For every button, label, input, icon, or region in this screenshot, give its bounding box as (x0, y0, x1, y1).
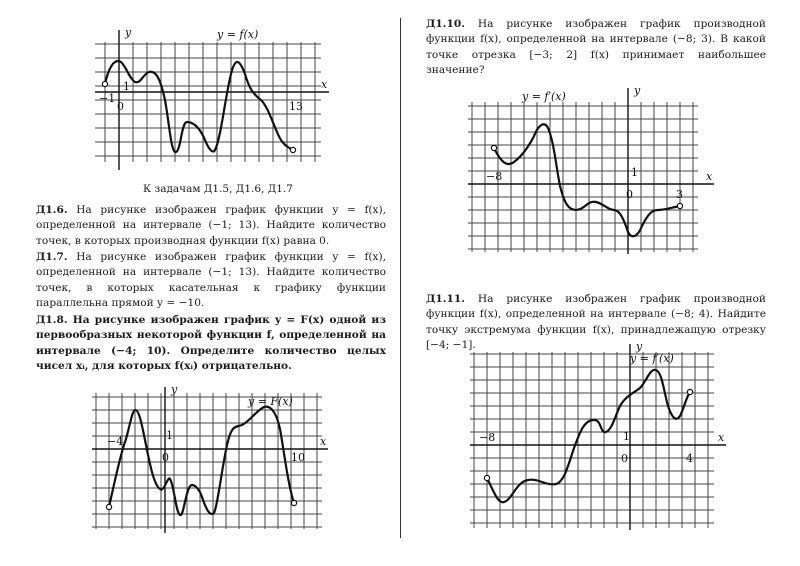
graph-derivative-2-start-point (484, 475, 489, 480)
task-d1-6-number: Д1.6. (36, 204, 68, 216)
graph-F-start-point (106, 504, 111, 509)
graph-derivative-2-tick-one: 1 (623, 430, 630, 443)
graph-derivative-2-x-label: x (718, 431, 725, 444)
task-d1-6-text: На рисунке изображен график функции y = f(x), определенной на интервале (−1; 13). Найдите количество точек, в которых производная функции f(x) равна 0. (36, 204, 386, 247)
graph-derivative-1 (468, 86, 718, 256)
graph-F-y-label: y (171, 385, 178, 396)
task-d1-8-number: Д1.8. (36, 314, 68, 326)
graph-f-svg (95, 22, 335, 172)
task-d1-11-text: На рисунке изображен график производной функции f(x), определенной на интервале (−8; 4). Найдите точку экстремума функции f(x), принадлежащую отрезку [−4; −1]. (426, 293, 766, 352)
graph-F-x-label: x (320, 435, 327, 448)
graph-derivative-2-end-point (687, 389, 692, 394)
graph-derivative-1-tick-one: 1 (631, 166, 638, 179)
task-d1-8-text: На рисунке изображен график y = F(x) одной из первообразных некоторой функции f, определенной на интервале (−4; 10). Определите количество целых чисел xᵢ, для которых f(xᵢ) отрицательно. (36, 314, 386, 373)
graph-derivative-1-y-label: y (634, 86, 641, 97)
graph-f-y-label: y (125, 26, 132, 39)
graph-F-function-label: y = F(x) (248, 395, 293, 408)
graph-derivative-2-svg (470, 342, 730, 532)
task-d1-7-number: Д1.7. (36, 251, 68, 263)
graph-f-tick-neg: −1 (99, 92, 116, 105)
graph-derivative-1-svg (468, 86, 718, 256)
task-d1-10-text: На рисунке изображен график производной функции f(x), определенной на интервале (−8; 3). В какой точке отрезка [−3; 2] f(x) принимает наибольшее значение? (426, 18, 766, 77)
graph-derivative-1-curve (494, 124, 680, 236)
task-d1-8 (36, 313, 386, 375)
graph-F-tick-one: 1 (166, 429, 173, 442)
task-d1-7-text: На рисунке изображен график функции y = f(x), определенной на интервале (−1; 13). Найдите количество точек, в которых касательная к графику функции параллельна прямой y = −10. (36, 251, 386, 310)
graph-F-tick-end: 10 (291, 451, 305, 464)
graph-derivative-2-function-label: y = f′(x) (630, 352, 674, 365)
graph-derivative-2-tick-neg: −8 (479, 431, 496, 444)
graph-F (92, 385, 332, 535)
graph-f-grid (95, 42, 321, 162)
graph-derivative-1-tick-zero: 0 (626, 188, 633, 201)
graph-derivative-1-tick-end: 3 (676, 188, 683, 201)
column-divider (400, 18, 401, 538)
task-d1-7 (36, 250, 386, 312)
graph-f-end-point (290, 147, 295, 152)
graph-derivative-1-x-label: x (706, 170, 713, 183)
graph-F-svg (92, 385, 332, 535)
graph-f (95, 22, 335, 172)
graph-derivative-2-curve (487, 370, 690, 502)
graph-f-tick-one: 1 (123, 80, 130, 93)
task-d1-10 (426, 17, 766, 79)
graph-derivative-1-tick-neg: −8 (486, 170, 503, 183)
graph-derivative-1-start-point (491, 145, 496, 150)
graph-f-tick-zero: 0 (117, 100, 124, 113)
graph-derivative-2-y-label: y (636, 342, 643, 353)
figure-caption: К задачам Д1.5, Д1.6, Д1.7 (143, 183, 293, 195)
graph-f-function-label: y = f(x) (217, 28, 259, 41)
task-d1-6 (36, 203, 386, 249)
graph-derivative-1-grid (468, 102, 698, 252)
graph-F-tick-zero: 0 (162, 451, 169, 464)
graph-derivative-2-tick-end: 4 (686, 452, 693, 465)
graph-f-x-label: x (321, 78, 328, 91)
graph-F-tick-neg: −4 (107, 435, 124, 448)
task-d1-11-number: Д1.11. (426, 293, 465, 305)
task-d1-10-number: Д1.10. (426, 18, 465, 30)
graph-f-start-point (102, 81, 107, 86)
graph-f-tick-end: 13 (289, 100, 303, 113)
graph-derivative-1-end-point (677, 203, 682, 208)
graph-derivative-2-tick-zero: 0 (621, 452, 628, 465)
graph-derivative-2 (470, 342, 730, 532)
graph-derivative-1-function-label: y = f′(x) (522, 90, 566, 103)
graph-F-end-point (291, 500, 296, 505)
